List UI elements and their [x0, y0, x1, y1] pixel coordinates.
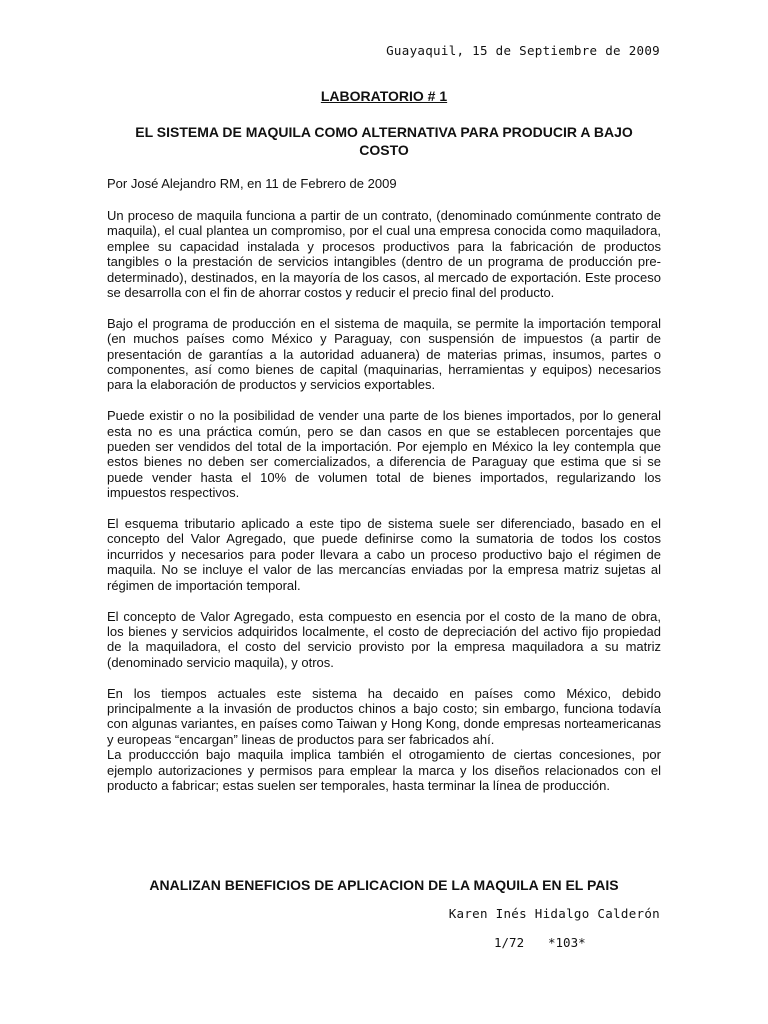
paragraph: Bajo el programa de producción en el sistema de maquila, se permite la importación temporal (en muchos países como México y Paraguay, con suspensión de impuestos (a partir de presentación de garantías a la autoridad aduanera) de materias primas, insumos, partes o componentes, así como bienes de capital (maquinarias, herramientas y equipos) necesarios para la elaboración de productos y servicios exportables. — [107, 315, 661, 393]
paragraph: Puede existir o no la posibilidad de vender una parte de los bienes importados, por lo general esta no es una práctica común, pero se dan casos en que se establecen porcentajes que pueden ser vendidos del total de la importación. Por ejemplo en México la ley contempla que estos bienes no deben ser comercializados, a diferencia de Paraguay que estima que si se puede vender hasta el 10% de volumen total de bienes importados, regularizando los impuestos respectivos. — [107, 408, 661, 501]
byline: Por José Alejandro RM, en 11 de Febrero de 2009 — [107, 176, 397, 191]
date-line: Guayaquil, 15 de Septiembre de 2009 — [386, 43, 660, 58]
page-number: 1/72 — [494, 935, 525, 950]
lab-title: LABORATORIO # 1 — [320, 88, 448, 104]
document-code: *103* — [548, 935, 586, 950]
body-text — [107, 208, 661, 809]
paragraph: La produccción bajo maquila implica también el otrogamiento de ciertas concesiones, por ejemplo autorizaciones y permisos para emplear la marca y los diseños relacionados con el producto a fabricar; estas suelen ser temporales, hasta terminar la línea de producción. — [107, 747, 661, 793]
document-title: EL SISTEMA DE MAQUILA COMO ALTERNATIVA PARA PRODUCIR A BAJO COSTO — [135, 124, 633, 158]
paragraph: El esquema tributario aplicado a este tipo de sistema suele ser diferenciado, basado en el concepto del Valor Agregado, que puede definirse como la sumatoria de todos los costos incurridos y necesarios para poder llevara a cabo un proceso productivo bajo el régimen de maquila. No se incluye el valor de las mercancías enviadas por la empresa matriz sujetas al régimen de importación temporal. — [107, 516, 661, 593]
paragraph: Un proceso de maquila funciona a partir de un contrato, (denominado comúnmente contrato de maquila), el cual plantea un compromiso, por el cual una empresa conocida como maquiladora, emplee su capacidad instalada y procesos productivos para la fabricación de productos tangibles o la prestación de servicios intangibles (dentro de un programa de producción pre-determinado), destinados, en la mayoría de los casos, al mercado de exportación. Este proceso se desarrolla con el fin de ahorrar costos y reducir el precio final del producto. — [107, 208, 661, 301]
author-name: Karen Inés Hidalgo Calderón — [448, 906, 660, 921]
section-title: ANALIZAN BENEFICIOS DE APLICACION DE LA MAQUILA EN EL PAIS — [149, 877, 619, 893]
paragraph: En los tiempos actuales este sistema ha decaido en países como México, debido principalmente a la invasión de productos chinos a bajo costo; sin embargo, funciona todavía con algunas variantes, en países como Taiwan y Hong Kong, donde empresas norteamericanas y europeas “encargan” lineas de productos para ser fabricados ahí. — [107, 685, 661, 747]
paragraph: El concepto de Valor Agregado, esta compuesto en esencia por el costo de la mano de obra, los bienes y servicios adquiridos localmente, el costo de depreciación del activo fijo propiedad de la maquiladora, el costo del servicio provisto por la empresa maquiladora a su matriz (denominado servicio maquila), y otros. — [107, 608, 661, 670]
